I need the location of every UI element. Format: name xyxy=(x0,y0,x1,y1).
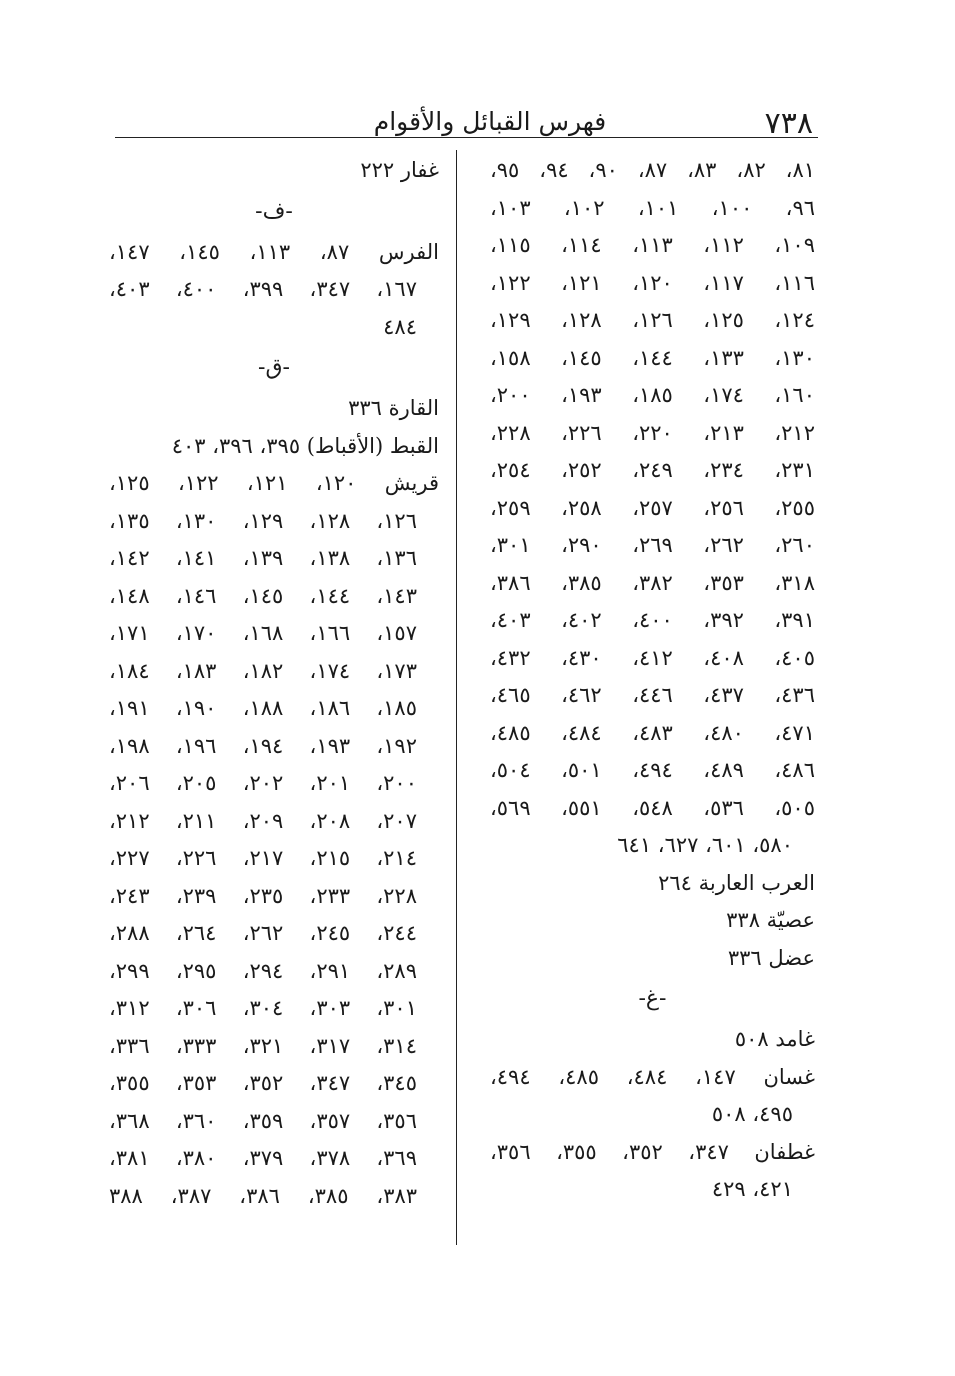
index-entry: العرب العاربة ٢٦٤ xyxy=(658,870,815,895)
right-column xyxy=(490,152,815,1209)
index-line: ٥٨٠، ٦٠١، ٦٢٧، ٦٤١ xyxy=(617,833,793,857)
index-line: ١٢٦، ١٢٨، ١٢٩، ١٣٠، ١٣٥، xyxy=(109,508,417,533)
index-entry: قريش ١٢٠، ١٢١، ١٢٢، ١٢٥، xyxy=(109,471,439,495)
index-entry: القبط (الأقباط) ٣٩٥، ٣٩٦، ٤٠٣ xyxy=(171,433,439,458)
index-line: ٤٨٦، ٤٨٩، ٤٩٤، ٥٠١، ٥٠٤، xyxy=(490,758,815,782)
index-entry: الفرس ٨٧، ١١٣، ١٤٥، ١٤٧، xyxy=(109,239,439,264)
left-column xyxy=(109,152,439,1215)
index-line: ١٦٧، ٣٤٧، ٣٩٩، ٤٠٠، ٤٠٣، xyxy=(109,277,417,301)
index-line: ١٢٤، ١٢٥، ١٢٦، ١٢٨، ١٢٩، xyxy=(490,308,815,332)
index-entry: القارة ٣٣٦ xyxy=(348,396,439,420)
index-line: ٨١، ٨٢، ٨٣، ٨٧، ٩٠، ٩٤، ٩٥، xyxy=(490,158,816,182)
index-line: ٢٥٥، ٢٥٦، ٢٥٧، ٢٥٨، ٢٥٩، xyxy=(490,495,815,520)
index-line: ١٤٣، ١٤٤، ١٤٥، ١٤٦، ١٤٨، xyxy=(109,583,417,608)
index-line: ٤٧١، ٤٨٠، ٤٨٣، ٤٨٤، ٤٨٥، xyxy=(490,720,815,745)
index-line: ٢٢٨، ٢٣٣، ٢٣٥، ٢٣٩، ٢٤٣، xyxy=(109,883,417,908)
letter-heading: -ق- xyxy=(258,355,290,380)
column-divider xyxy=(456,150,457,1245)
index-line: ٣٩١، ٣٩٢، ٤٠٠، ٤٠٢، ٤٠٣، xyxy=(490,608,815,632)
index-line: ٤٢١، ٤٢٩ xyxy=(711,1177,793,1201)
index-line: ٣٠١، ٣٠٣، ٣٠٤، ٣٠٦، ٣١٢، xyxy=(109,996,417,1020)
index-line: ٣٦٩، ٣٧٨، ٣٧٩، ٣٨٠، ٣٨١، xyxy=(109,1146,417,1170)
index-line: ١٠٩، ١١٢، ١١٣، ١١٤، ١١٥، xyxy=(490,233,815,257)
index-entry: غامد ٥٠٨ xyxy=(734,1027,815,1051)
index-line: ٢١٢، ٢١٣، ٢٢٠، ٢٢٦، ٢٢٨، xyxy=(490,420,815,445)
index-line: ٣٨٣، ٣٨٥، ٣٨٦، ٣٨٧، ٣٨٨ xyxy=(109,1183,418,1208)
index-entry: غفار ٢٢٢ xyxy=(360,158,439,182)
index-entry: غطفان ٣٤٧، ٣٥٢، ٣٥٥، ٣٥٦، xyxy=(490,1139,816,1164)
letter-heading: -غ- xyxy=(638,986,667,1011)
index-line: ٢٠٠، ٢٠١، ٢٠٢، ٢٠٥، ٢٠٦، xyxy=(109,771,417,795)
letter-heading: -ف- xyxy=(255,198,293,224)
index-line: ٥٠٥، ٥٣٦، ٥٤٨، ٥٥١، ٥٦٩، xyxy=(490,795,815,820)
index-line: ١٣٠، ١٣٣، ١٤٤، ١٤٥، ١٥٨، xyxy=(490,345,815,370)
header-rule xyxy=(115,137,818,138)
index-line: ٩٦، ١٠٠، ١٠١، ١٠٢، ١٠٣، xyxy=(490,195,816,220)
index-line: ٣٤٥، ٣٤٧، ٣٥٢، ٣٥٣، ٣٥٥، xyxy=(109,1071,417,1095)
index-line: ٢٦٠، ٢٦٢، ٢٦٩، ٢٩٠، ٣٠١، xyxy=(490,533,815,557)
index-line: ٤٨٤ xyxy=(383,314,417,339)
index-line: ١٨٥، ١٨٦، ١٨٨، ١٩٠، ١٩١، xyxy=(109,696,417,720)
index-line: ٢٠٧، ٢٠٨، ٢٠٩، ٢١١، ٢١٢، xyxy=(109,808,417,833)
index-line: ١٣٦، ١٣٨، ١٣٩، ١٤١، ١٤٢، xyxy=(109,546,417,570)
index-line: ١١٦، ١١٧، ١٢٠، ١٢١، ١٢٢، xyxy=(490,270,815,295)
index-line: ٤٣٦، ٤٣٧، ٤٤٦، ٤٦٢، ٤٦٥، xyxy=(490,683,815,707)
index-line: ١٥٧، ١٦٦، ١٦٨، ١٧٠، ١٧١، xyxy=(109,621,417,645)
index-line: ٣٥٦، ٣٥٧، ٣٥٩، ٣٦٠، ٣٦٨، xyxy=(109,1108,417,1133)
running-title: فهرس القبائل والأقوام xyxy=(373,107,607,136)
index-entry: غسان ١٤٧، ٤٨٤، ٤٨٥، ٤٩٤، xyxy=(490,1064,816,1089)
index-line: ٣١٤، ٣١٧، ٣٢١، ٣٣٣، ٣٣٦، xyxy=(109,1033,417,1058)
index-entry: عصيّة ٣٣٨ xyxy=(726,908,815,932)
index-line: ٢٣١، ٢٣٤، ٢٤٩، ٢٥٢، ٢٥٤، xyxy=(490,458,815,482)
index-line: ٤٠٥، ٤٠٨، ٤١٢، ٤٣٠، ٤٣٢، xyxy=(490,645,815,670)
index-line: ١٦٠، ١٧٤، ١٨٥، ١٩٣، ٢٠٠، xyxy=(490,383,815,407)
index-line: ١٩٢، ١٩٣، ١٩٤، ١٩٦، ١٩٨، xyxy=(109,733,417,758)
index-line: ٤٩٥، ٥٠٨ xyxy=(711,1102,793,1126)
page-number: ٧٣٨ xyxy=(764,106,813,141)
index-line: ٢٨٩، ٢٩١، ٢٩٤، ٢٩٥، ٢٩٩، xyxy=(109,958,417,983)
index-entry: عضل ٣٣٦ xyxy=(727,945,815,970)
index-line: ٣١٨، ٣٥٣، ٣٨٢، ٣٨٥، ٣٨٦، xyxy=(490,570,815,595)
index-line: ٢٤٤، ٢٤٥، ٢٦٢، ٢٦٤، ٢٨٨، xyxy=(109,921,417,945)
index-line: ٢١٤، ٢١٥، ٢١٧، ٢٢٦، ٢٢٧، xyxy=(109,846,417,870)
index-line: ١٧٣، ١٧٤، ١٨٢، ١٨٣، ١٨٤، xyxy=(109,658,417,683)
